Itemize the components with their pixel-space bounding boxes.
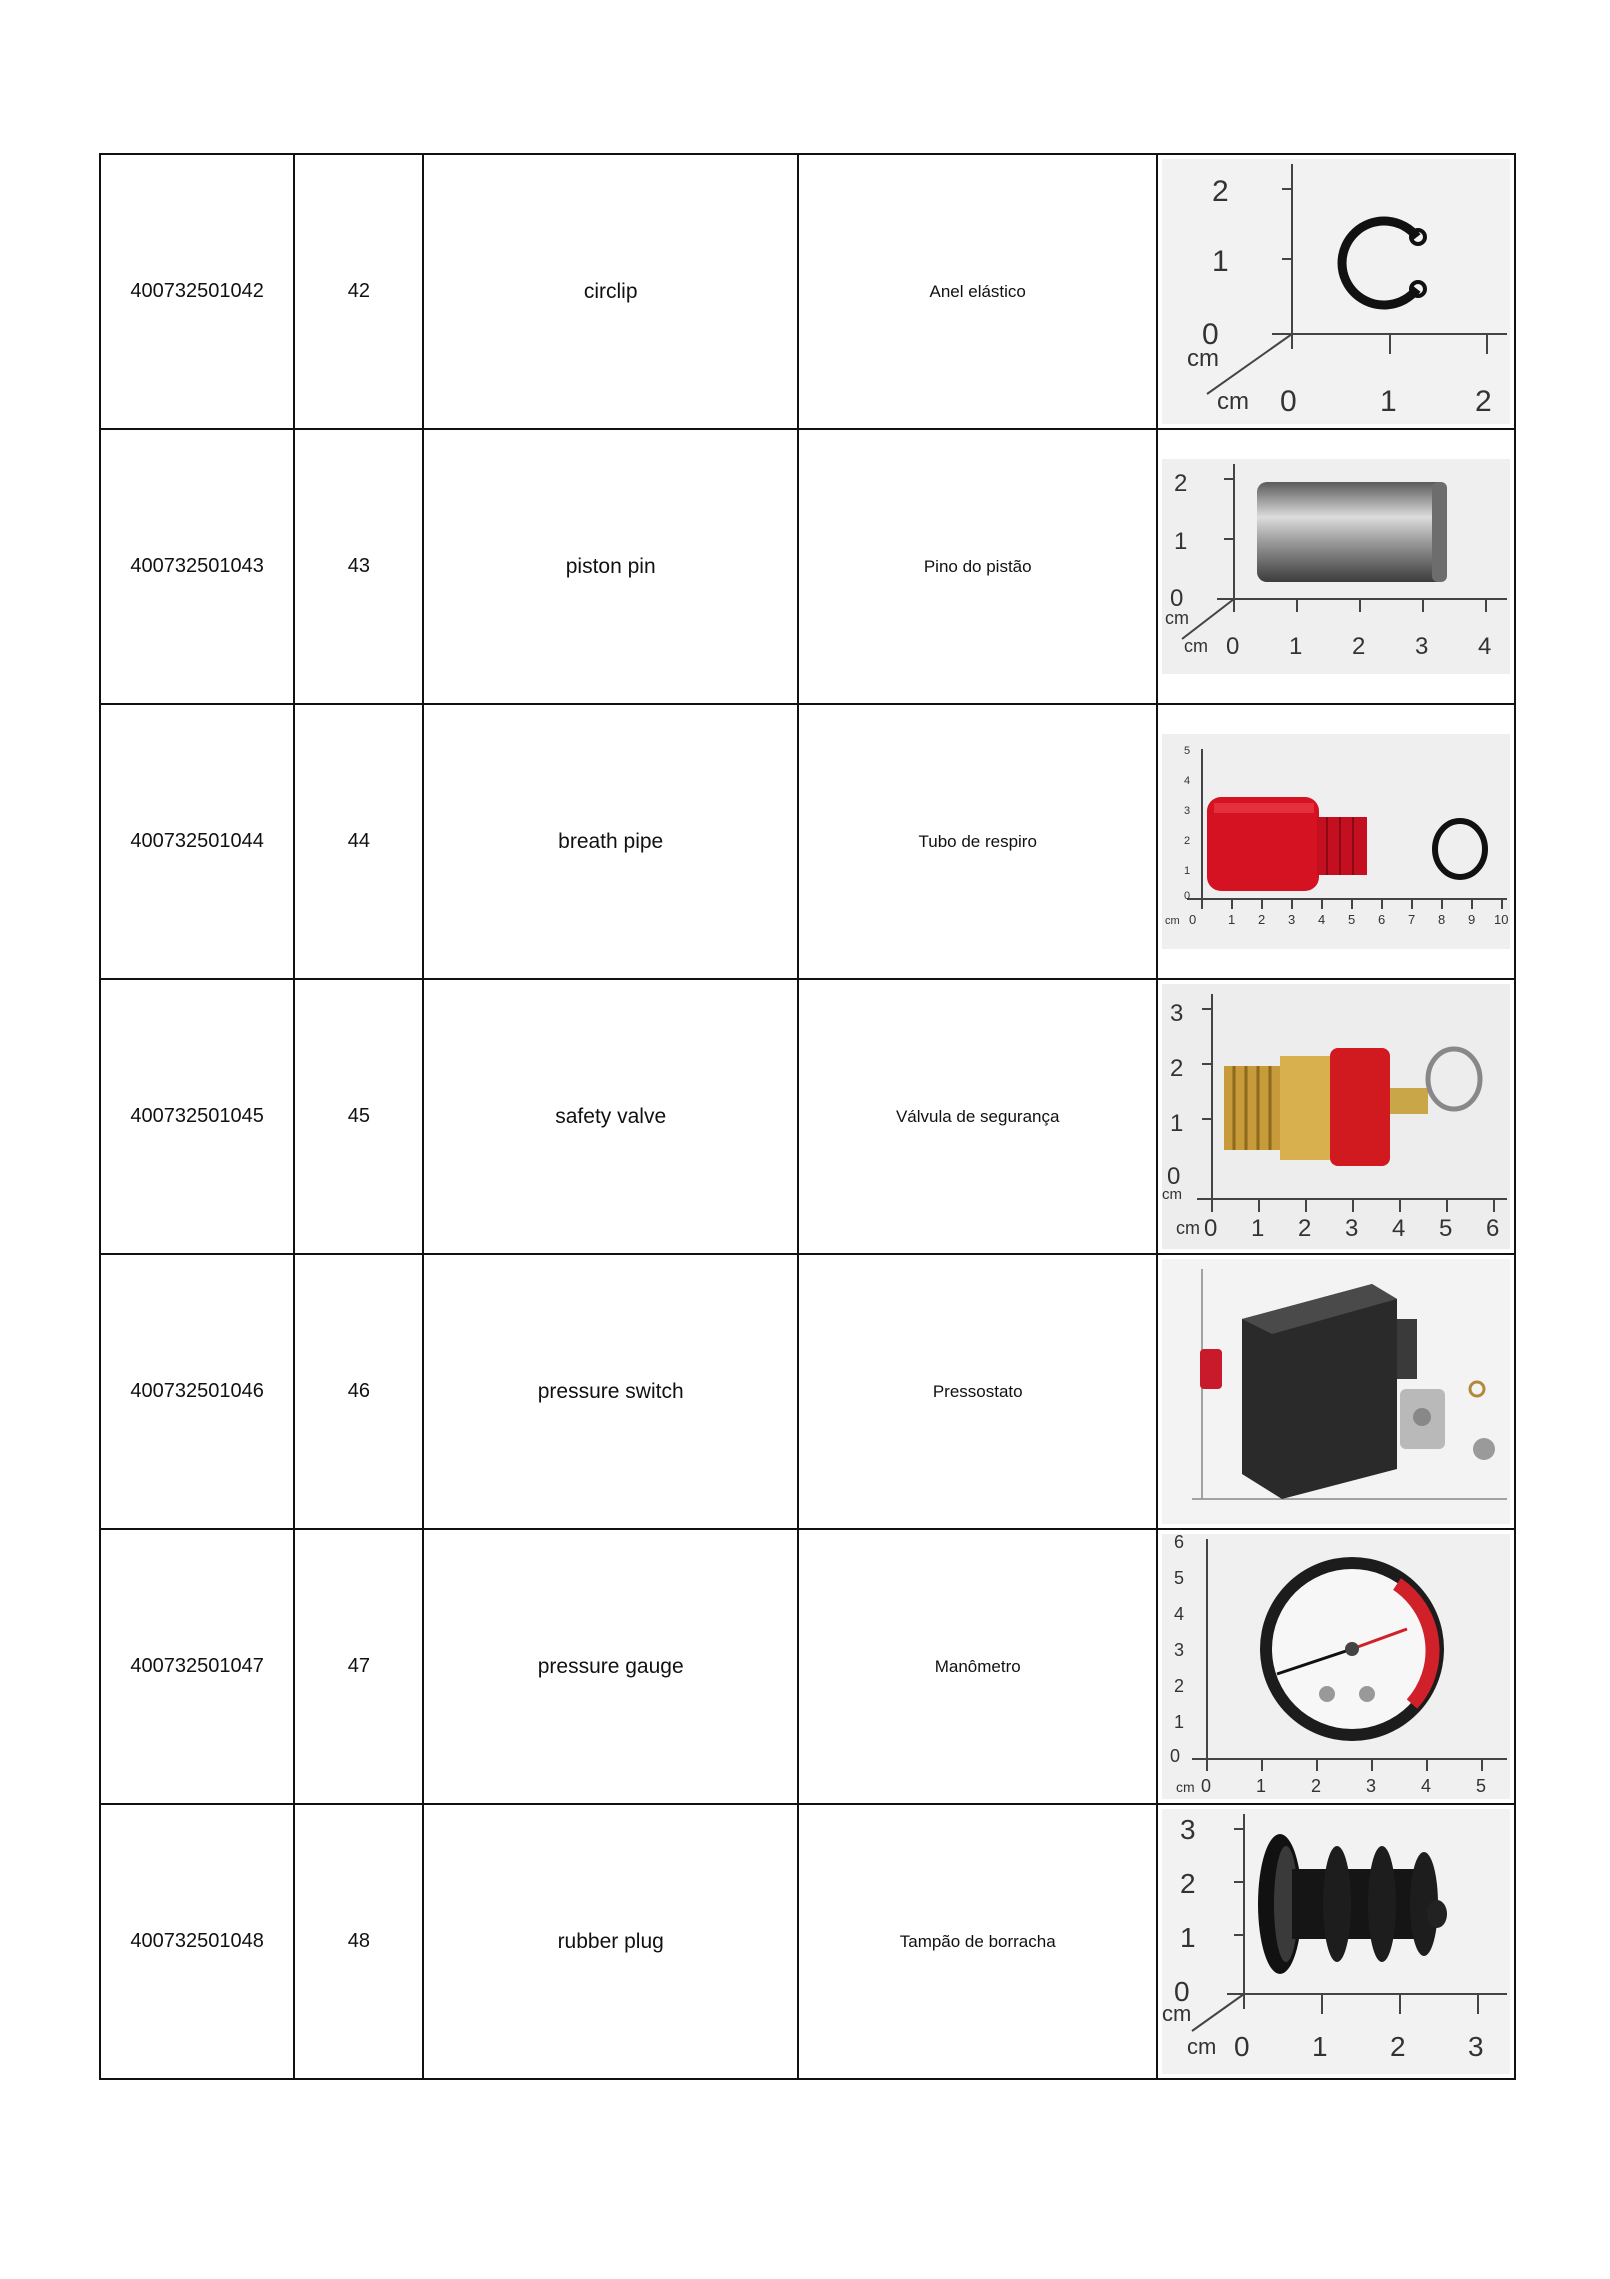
scale-y-label: 1 (1170, 1110, 1184, 1137)
scale-y-label: 0 (1170, 1746, 1181, 1766)
part-image-cell (1157, 1254, 1515, 1529)
scale-x-label: 3 (1415, 633, 1429, 660)
part-name-portuguese: Tampão de borracha (798, 1804, 1158, 2079)
scale-x-label: 10 (1494, 912, 1509, 927)
piston-pin-photo (1162, 434, 1510, 699)
scale-unit: cm (1187, 2034, 1217, 2059)
part-name-portuguese: Pino do pistão (798, 429, 1158, 704)
scale-x-label: 7 (1408, 912, 1416, 927)
part-name-portuguese: Pressostato (798, 1254, 1158, 1529)
part-name-english: circlip (423, 154, 798, 429)
breath-pipe-photo (1162, 709, 1510, 974)
scale-x-label: 5 (1348, 912, 1356, 927)
scale-y-label: 0 (1202, 318, 1219, 351)
scale-y-label: 2 (1170, 1055, 1184, 1082)
scale-x-label: 4 (1421, 1776, 1432, 1796)
scale-unit: cm (1162, 1186, 1183, 1203)
part-name-portuguese: Válvula de segurança (798, 979, 1158, 1254)
scale-x-label: 3 (1345, 1215, 1359, 1242)
position-number: 47 (294, 1529, 423, 1804)
part-name-portuguese: Tubo de respiro (798, 704, 1158, 979)
part-name-english: pressure switch (423, 1254, 798, 1529)
pressure-gauge-photo (1162, 1534, 1510, 1799)
part-image-cell (1157, 154, 1515, 429)
position-number: 46 (294, 1254, 423, 1529)
position-number: 45 (294, 979, 423, 1254)
position-number: 42 (294, 154, 423, 429)
safety-valve-photo (1162, 984, 1510, 1249)
scale-x-label: 5 (1476, 1776, 1487, 1796)
scale-x-label: 2 (1258, 912, 1266, 927)
scale-x-label: 6 (1486, 1215, 1500, 1242)
scale-y-label: 5 (1184, 745, 1191, 757)
scale-x-label: 3 (1366, 1776, 1377, 1796)
scale-x-label: 2 (1298, 1215, 1312, 1242)
article-number: 400732501045 (100, 979, 294, 1254)
table-row (100, 979, 1515, 1254)
scale-y-label: 2 (1174, 470, 1188, 497)
scale-y-label: 1 (1184, 865, 1191, 877)
scale-unit: cm (1217, 388, 1250, 415)
part-image-cell (1157, 1529, 1515, 1804)
part-name-english: pressure gauge (423, 1529, 798, 1804)
part-name-portuguese: Anel elástico (798, 154, 1158, 429)
table-row (100, 704, 1515, 979)
part-image-cell (1157, 704, 1515, 979)
scale-x-label: 9 (1468, 912, 1476, 927)
position-number: 44 (294, 704, 423, 979)
scale-x-label: 0 (1234, 2031, 1250, 2062)
scale-x-label: 0 (1226, 633, 1240, 660)
part-name-english: piston pin (423, 429, 798, 704)
table-row (100, 154, 1515, 429)
article-number: 400732501048 (100, 1804, 294, 2079)
scale-x-label: 2 (1311, 1776, 1322, 1796)
scale-y-label: 1 (1180, 1922, 1196, 1953)
scale-x-label: 0 (1204, 1215, 1218, 1242)
scale-x-label: 0 (1201, 1776, 1212, 1796)
scale-y-label: 2 (1180, 1868, 1196, 1899)
article-number: 400732501043 (100, 429, 294, 704)
scale-x-label: 8 (1438, 912, 1446, 927)
scale-x-label: 1 (1228, 912, 1236, 927)
scale-y-label: 4 (1184, 775, 1191, 787)
scale-y-label: 1 (1174, 528, 1188, 555)
scale-x-label: 1 (1256, 1776, 1267, 1796)
part-image-cell (1157, 1804, 1515, 2079)
scale-y-label: 3 (1170, 1000, 1184, 1027)
part-image-cell (1157, 979, 1515, 1254)
position-number: 48 (294, 1804, 423, 2079)
scale-y-label: 1 (1174, 1712, 1185, 1732)
parts-table (99, 153, 1516, 2080)
position-number: 43 (294, 429, 423, 704)
scale-x-label: 2 (1352, 633, 1366, 660)
part-name-english: safety valve (423, 979, 798, 1254)
rubber-plug-photo (1162, 1809, 1510, 2074)
scale-unit: cm (1176, 1218, 1201, 1238)
pressure-switch-photo (1162, 1259, 1510, 1524)
circlip-photo (1162, 159, 1510, 424)
part-name-english: rubber plug (423, 1804, 798, 2079)
scale-x-label: 4 (1478, 633, 1492, 660)
scale-y-label: 3 (1180, 1814, 1196, 1845)
scale-x-label: 1 (1251, 1215, 1265, 1242)
scale-x-label: 0 (1280, 385, 1297, 418)
scale-unit: cm (1162, 2001, 1192, 2026)
scale-y-label: 3 (1174, 1640, 1185, 1660)
scale-y-label: 3 (1184, 805, 1191, 817)
scale-unit: cm (1165, 608, 1190, 628)
article-number: 400732501047 (100, 1529, 294, 1804)
scale-x-label: 1 (1380, 385, 1397, 418)
scale-unit: cm (1187, 345, 1220, 372)
table-row (100, 1529, 1515, 1804)
scale-y-label: 6 (1174, 1534, 1185, 1552)
table-row (100, 429, 1515, 704)
scale-y-label: 2 (1184, 835, 1191, 847)
scale-x-label: 6 (1378, 912, 1386, 927)
scale-x-label: 1 (1312, 2031, 1328, 2062)
scale-x-label: 0 (1189, 912, 1197, 927)
scale-unit: cm (1184, 636, 1209, 656)
scale-x-label: 2 (1475, 385, 1492, 418)
scale-y-label: 0 (1174, 1976, 1190, 2007)
scale-x-label: 4 (1392, 1215, 1406, 1242)
scale-y-label: 4 (1174, 1604, 1185, 1624)
part-image-cell (1157, 429, 1515, 704)
scale-x-label: 2 (1390, 2031, 1406, 2062)
scale-unit: cm (1165, 915, 1180, 927)
article-number: 400732501046 (100, 1254, 294, 1529)
article-number: 400732501044 (100, 704, 294, 979)
table-row (100, 1804, 1515, 2079)
scale-x-label: 5 (1439, 1215, 1453, 1242)
scale-x-label: 4 (1318, 912, 1326, 927)
table-row (100, 1254, 1515, 1529)
scale-y-label: 0 (1170, 585, 1184, 612)
scale-y-label: 2 (1212, 175, 1229, 208)
scale-unit: cm (1176, 1779, 1195, 1795)
scale-y-label: 1 (1212, 245, 1229, 278)
scale-x-label: 3 (1468, 2031, 1484, 2062)
scale-y-label: 0 (1167, 1163, 1181, 1190)
scale-y-label: 5 (1174, 1568, 1185, 1588)
part-name-portuguese: Manômetro (798, 1529, 1158, 1804)
scale-x-label: 3 (1288, 912, 1296, 927)
scale-y-label: 2 (1174, 1676, 1185, 1696)
part-name-english: breath pipe (423, 704, 798, 979)
article-number: 400732501042 (100, 154, 294, 429)
scale-x-label: 1 (1289, 633, 1303, 660)
scale-y-label: 0 (1184, 890, 1191, 902)
